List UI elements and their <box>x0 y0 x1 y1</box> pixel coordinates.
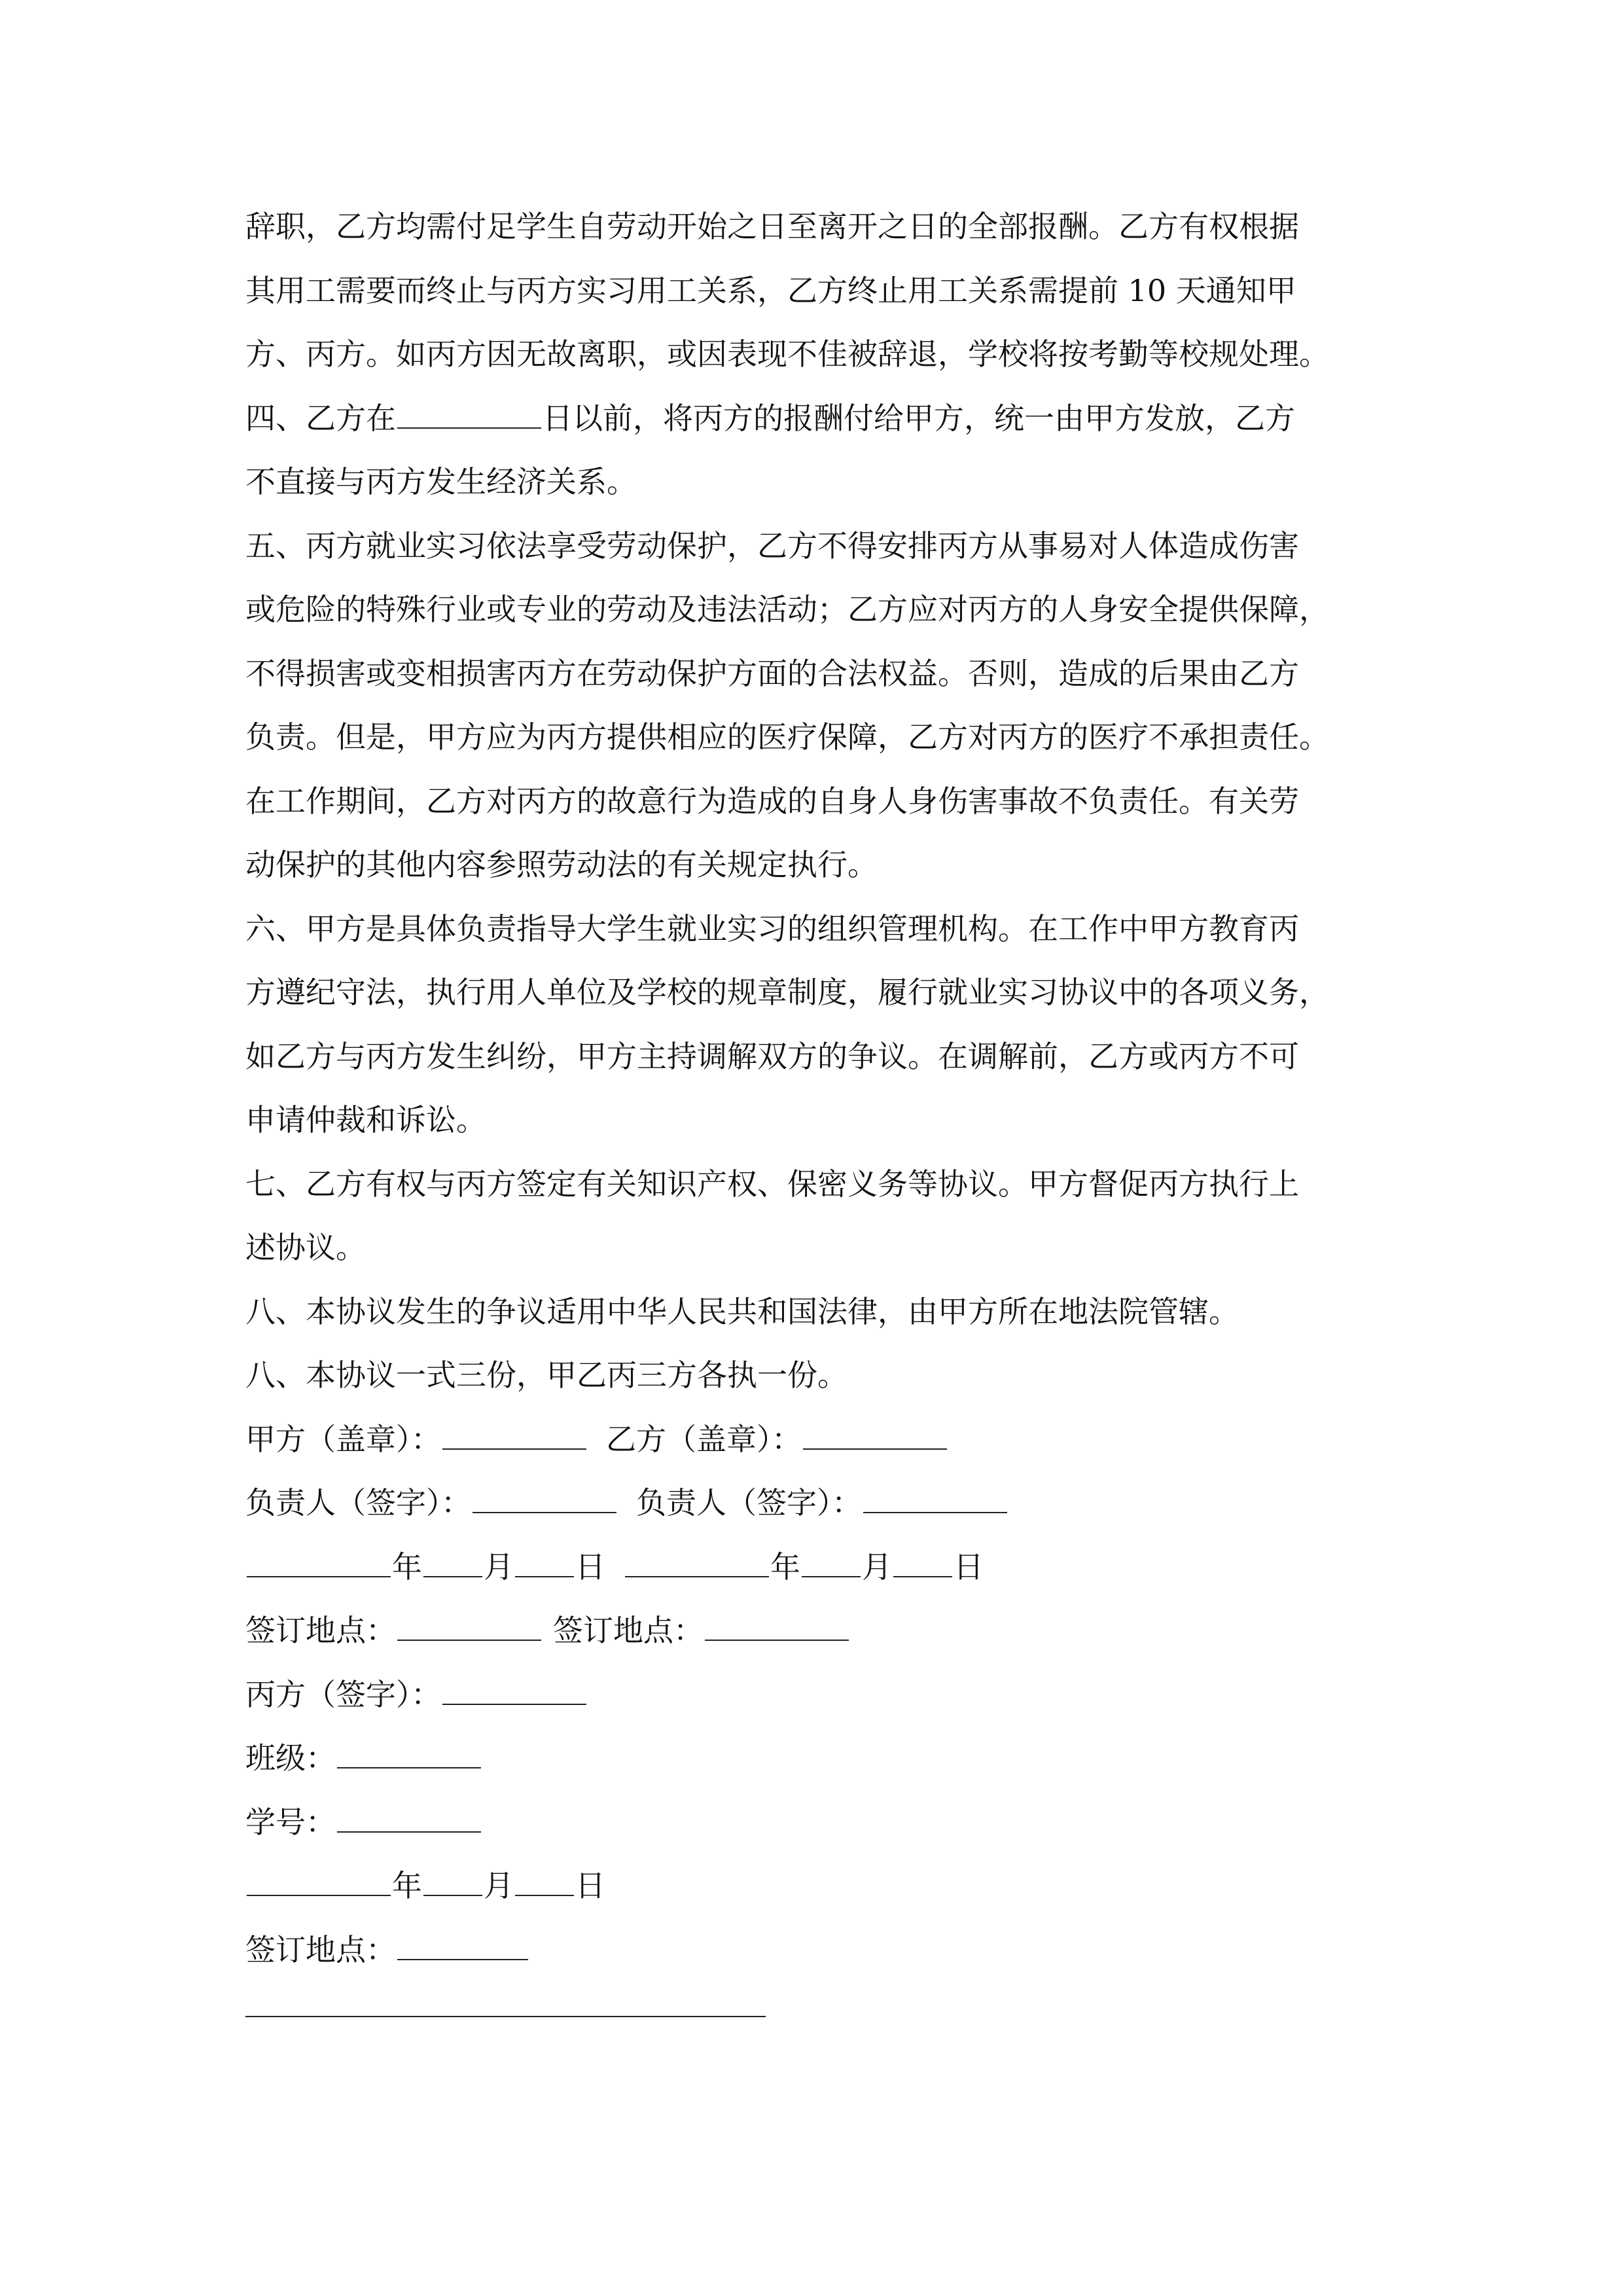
text-line: 不得损害或变相损害丙方在劳动保护方面的合法权益。否则，造成的后果由乙方 <box>245 655 1299 691</box>
sign-place-blank-c[interactable] <box>397 1958 528 1960</box>
text-line: 六、甲方是具体负责指导大学生就业实习的组织管理机构。在工作中甲方教育丙 <box>245 910 1299 946</box>
day-blank-b[interactable] <box>893 1575 952 1577</box>
person-in-charge-blank-b[interactable] <box>863 1511 1007 1513</box>
student-no-label: 学号： <box>245 1804 336 1840</box>
text-line <box>245 387 1384 451</box>
party-c-sign-row <box>245 1663 1384 1727</box>
text-line: 动保护的其他内容参照劳动法的有关规定执行。 <box>245 847 878 882</box>
text-line: 述协议。 <box>245 1230 366 1265</box>
clause-4 <box>245 387 1384 514</box>
clause-5 <box>245 514 1384 897</box>
text-line: 如乙方与丙方发生纠纷，甲方主持调解双方的争议。在调解前，乙方或丙方不可 <box>245 1038 1299 1074</box>
signature-section <box>245 1408 1384 2046</box>
day-label: 日 <box>575 1549 605 1585</box>
text-line: 负责。但是，甲方应为丙方提供相应的医疗保障，乙方对丙方的医疗不承担责任。 <box>245 719 1329 755</box>
year-label: 年 <box>392 1868 422 1903</box>
month-blank-b[interactable] <box>802 1575 861 1577</box>
day-blank-a[interactable] <box>515 1575 574 1577</box>
person-in-charge-row <box>245 1471 1384 1535</box>
text-line: 辞职，乙方均需付足学生自劳动开始之日至离开之日的全部报酬。乙方有权根据 <box>245 209 1299 244</box>
day-label: 日 <box>954 1549 984 1585</box>
day-label: 日 <box>575 1868 605 1903</box>
text-line: 七、乙方有权与丙方签定有关知识产权、保密义务等协议。甲方督促丙方执行上 <box>245 1166 1299 1202</box>
clause-4-text-after-blank: 日以前，将丙方的报酬付给甲方，统一由甲方发放，乙方 <box>543 400 1295 436</box>
end-divider <box>245 2015 766 2017</box>
clause-8-jurisdiction <box>245 1280 1384 1344</box>
student-no-blank[interactable] <box>337 1831 481 1833</box>
sign-place-label-a: 签订地点： <box>245 1613 396 1648</box>
class-label: 班级： <box>245 1740 336 1776</box>
sign-place-label-b: 签订地点： <box>553 1613 704 1648</box>
day-blank-c[interactable] <box>515 1894 574 1896</box>
party-a-seal-label: 甲方（盖章）： <box>245 1421 441 1457</box>
text-line: 在工作期间，乙方对丙方的故意行为造成的自身人身伤害事故不负责任。有关劳 <box>245 783 1299 819</box>
text-line: 不直接与丙方发生经济关系。 <box>245 464 637 499</box>
class-row <box>245 1727 1384 1791</box>
clause-8-copies <box>245 1344 1384 1408</box>
text-line: 申请仲裁和诉讼。 <box>245 1102 486 1138</box>
text-line: 方遵纪守法，执行用人单位及学校的规章制度，履行就业实习协议中的各项义务， <box>245 975 1329 1010</box>
year-blank-c[interactable] <box>247 1894 391 1896</box>
text-line: 或危险的特殊行业或专业的劳动及违法活动；乙方应对丙方的人身安全提供保障， <box>245 592 1329 627</box>
student-date-row <box>245 1854 1384 1918</box>
sign-place-row-c <box>245 1918 1384 1982</box>
party-a-seal-blank[interactable] <box>442 1448 586 1450</box>
clause-3-continued <box>245 195 1384 387</box>
seal-row <box>245 1408 1384 1472</box>
payment-date-blank[interactable] <box>397 427 541 429</box>
year-blank-a[interactable] <box>247 1575 391 1577</box>
sign-place-row <box>245 1599 1384 1663</box>
party-b-seal-label: 乙方（盖章）： <box>606 1421 802 1457</box>
clause-6 <box>245 897 1384 1153</box>
sign-place-label-c: 签订地点： <box>245 1931 396 1967</box>
person-in-charge-blank-a[interactable] <box>473 1511 616 1513</box>
sign-place-blank-b[interactable] <box>705 1639 849 1641</box>
person-in-charge-label-b: 负责人（签字）： <box>636 1485 862 1520</box>
student-no-row <box>245 1791 1384 1855</box>
person-in-charge-label-a: 负责人（签字）： <box>245 1485 471 1520</box>
month-blank-a[interactable] <box>423 1575 482 1577</box>
text-line: 五、丙方就业实习依法享受劳动保护，乙方不得安排丙方从事易对人体造成伤害 <box>245 528 1299 564</box>
month-blank-c[interactable] <box>423 1894 482 1896</box>
party-c-sign-label: 丙方（签字）： <box>245 1676 441 1712</box>
class-blank[interactable] <box>337 1767 481 1768</box>
sign-place-blank-a[interactable] <box>397 1639 541 1641</box>
end-rule-row <box>245 1982 1384 2046</box>
text-line: 其用工需要而终止与丙方实习用工关系，乙方终止用工关系需提前 10 天通知甲 <box>245 272 1296 308</box>
month-label: 月 <box>862 1549 892 1585</box>
date-row <box>245 1535 1384 1600</box>
year-label: 年 <box>392 1549 422 1585</box>
clause-4-text-before-blank: 四、乙方在 <box>245 400 396 436</box>
clause-7 <box>245 1153 1384 1280</box>
text-line: 方、丙方。如丙方因无故离职，或因表现不佳被辞退，学校将按考勤等校规处理。 <box>245 336 1329 372</box>
year-blank-b[interactable] <box>625 1575 769 1577</box>
month-label: 月 <box>484 1549 514 1585</box>
party-b-seal-blank[interactable] <box>803 1448 947 1450</box>
party-c-sign-blank[interactable] <box>442 1703 586 1705</box>
text-line: 八、本协议一式三份，甲乙丙三方各执一份。 <box>245 1357 847 1393</box>
text-line: 八、本协议发生的争议适用中华人民共和国法律，由甲方所在地法院管辖。 <box>245 1293 1239 1329</box>
month-label: 月 <box>484 1868 514 1903</box>
year-label: 年 <box>770 1549 800 1585</box>
contract-body <box>245 195 1384 2046</box>
